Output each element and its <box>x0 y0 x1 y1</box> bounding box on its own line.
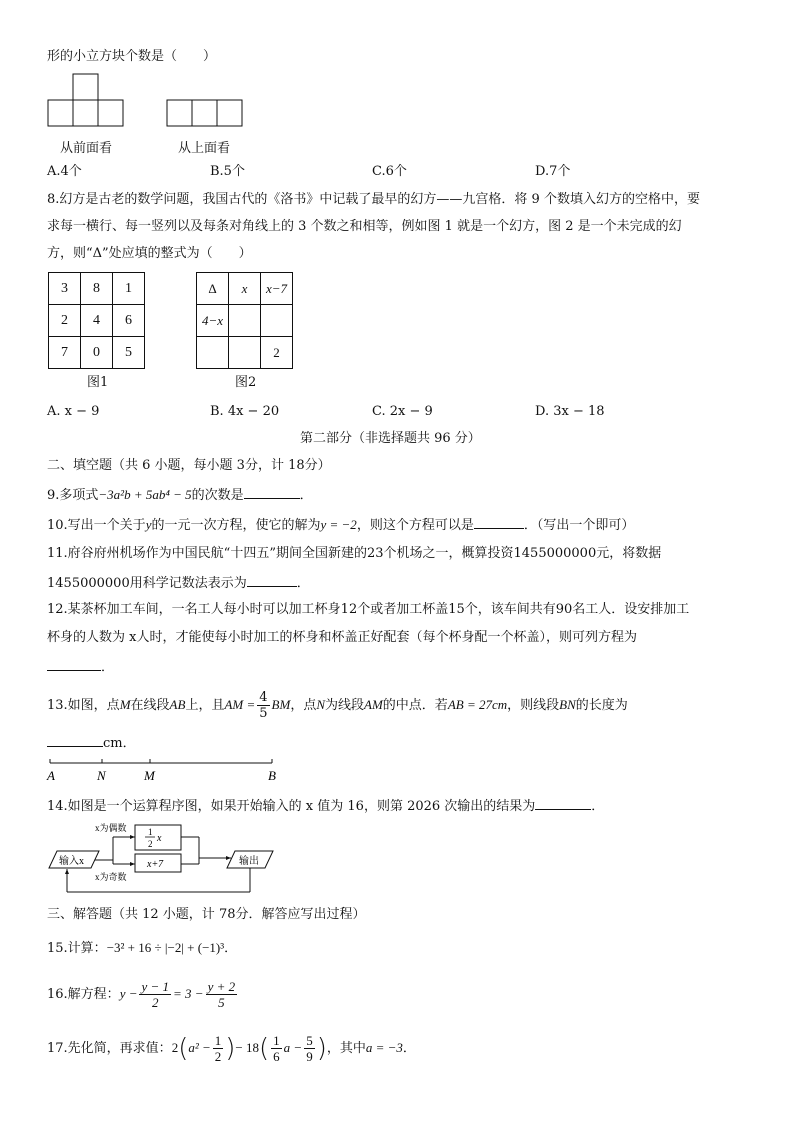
q10-mid: 的一元一次方程，使它的解为 <box>151 518 321 533</box>
q8-line-2: 求每一横行、每一竖列以及每条对角线上的 3 个数之和相等，例如图 1 就是一个幻方，图 2 是一个未完成的幻 <box>47 219 682 234</box>
q8-option-c: C. 2x − 9 <box>372 404 433 419</box>
q17-post: ，其中 <box>326 1041 366 1056</box>
q11-line-2 <box>47 574 310 592</box>
flow-even-label: x为偶数 <box>95 823 127 833</box>
flow-even-den: 2 <box>148 839 153 849</box>
q17-paren-open-1: ( <box>178 1033 189 1064</box>
fig1-cell: 5 <box>113 337 145 369</box>
flowchart-figure <box>45 820 285 898</box>
q17-paren-close-2: ) <box>316 1033 327 1064</box>
q11-line-2-text: 1455000000用科学记数法表示为 <box>47 576 247 591</box>
q14-line <box>47 797 604 815</box>
q13-answer-line <box>47 734 136 752</box>
q12-line-3 <box>47 658 114 676</box>
fig1-cell: 7 <box>49 337 81 369</box>
fig1-cell: 6 <box>113 305 145 337</box>
q10-answer-blank[interactable] <box>474 516 524 529</box>
fig1-cell: 8 <box>81 273 113 305</box>
q16-y: y − <box>119 986 138 1001</box>
q13 <box>47 688 628 723</box>
q17 <box>47 1028 416 1069</box>
q9 <box>47 486 313 504</box>
point-A-label: A <box>47 768 55 783</box>
fig2-cell <box>261 305 293 337</box>
q15-end: ． <box>224 941 238 956</box>
q7-option-a: A.4个 <box>47 164 82 179</box>
q16-frac-2 <box>206 979 238 1010</box>
q13-pre: 13.如图，点 <box>47 698 120 713</box>
q10-pre: 10.写出一个关于 <box>47 518 146 533</box>
fig2-label: 图2 <box>235 375 257 390</box>
section2-heading: 二、填空题（共 6 小题，每小题 3分，计 18分） <box>47 458 331 473</box>
q12-line-2: 杯身的人数为 x人时，才能使每小时加工的杯身和杯盖正好配套（每个杯身配一个杯盖），则可列方程为 <box>47 630 637 645</box>
q8-line-1: 8.幻方是古老的数学问题，我国古代的《洛书》中记载了最早的幻方——九宫格．将 9 个数填入幻方的空格中，要 <box>47 192 700 207</box>
fig1-cell: 2 <box>49 305 81 337</box>
q12-end: ． <box>101 660 115 675</box>
fig1-label: 图1 <box>87 375 109 390</box>
q11-end: ． <box>296 576 310 591</box>
q7-option-b: B.5个 <box>210 164 245 179</box>
q16-frac-1 <box>139 979 171 1010</box>
front-view-label: 从前面看 <box>60 141 113 156</box>
q13-frac-num: 4 <box>259 690 268 705</box>
q7-option-d: D.7个 <box>535 164 571 179</box>
q8-option-d: D. 3x − 18 <box>535 404 605 419</box>
q17-paren-close-1: ) <box>225 1033 236 1064</box>
q13-N: N <box>316 697 325 712</box>
q17-frac-2-den: 6 <box>273 1049 280 1064</box>
q13-t4: 为线段 <box>325 698 365 713</box>
q17-frac-2 <box>271 1033 282 1064</box>
q13-given: AB = 27cm <box>447 697 508 712</box>
q13-t2: 上，且 <box>185 698 225 713</box>
flow-odd-label: x为奇数 <box>95 872 127 882</box>
q17-coef: 2 <box>171 1040 179 1055</box>
fig2-cell-delta: Δ <box>197 273 229 305</box>
q15 <box>47 940 237 957</box>
q17-end: ． <box>402 1041 416 1056</box>
q13-AM: AM <box>364 697 383 712</box>
q11-answer-blank[interactable] <box>247 574 297 587</box>
fig1-cell: 0 <box>81 337 113 369</box>
q17-frac-3-den: 9 <box>306 1049 313 1064</box>
q17-frac-1-num: 1 <box>214 1033 222 1048</box>
q13-end: ． <box>122 736 136 751</box>
q17-mid: − 18 <box>235 1040 260 1055</box>
q13-eq-right: BM <box>271 697 291 712</box>
q12-line-1: 12.某茶杯加工车间，一名工人每小时可以加工杯身12个或者加工杯盖15个，该车间共有90名工人．设安排加工 <box>47 602 690 617</box>
q15-expr: −3² + 16 ÷ |−2| + (−1)³ <box>106 940 225 955</box>
fig2-cell: 4−x <box>197 305 229 337</box>
section3-heading: 三、解答题（共 12 小题，计 78分．解答应写出过程） <box>47 907 366 922</box>
q10-end: ．（写出一个即可） <box>523 518 635 533</box>
q8-option-b: B. 4x − 20 <box>210 404 280 419</box>
q13-M: M <box>119 697 131 712</box>
front-view-figure <box>47 73 127 127</box>
q17-frac-1 <box>213 1033 224 1064</box>
fig2-cell: 2 <box>261 337 293 369</box>
q9-answer-blank[interactable] <box>244 486 300 499</box>
top-view-label: 从上面看 <box>178 141 231 156</box>
fig1-cell: 3 <box>49 273 81 305</box>
fig2-cell <box>197 337 229 369</box>
q14-text: 14.如图是一个运算程序图，如果开始输入的 x 值为 16，则第 2026 次输出的结果为 <box>47 799 536 814</box>
q11-line-1: 11.府谷府州机场作为中国民航“十四五”期间全国新建的23个机场之一，概算投资1455000000元，将数据 <box>47 546 662 561</box>
fig2-cell <box>229 337 261 369</box>
q17-frac-3-num: 5 <box>306 1033 313 1048</box>
flow-odd-op: x+7 <box>147 859 164 870</box>
q13-unit: cm <box>103 736 123 751</box>
q7-text: 形的小立方块个数是（ ） <box>47 49 217 64</box>
q13-fraction <box>257 690 269 721</box>
q15-pre: 15.计算： <box>47 941 107 956</box>
q10-solution: y = −2 <box>320 517 357 532</box>
q12-answer-blank[interactable] <box>47 658 101 671</box>
fig2-cell <box>229 305 261 337</box>
q17-frac-2-num: 1 <box>273 1033 280 1048</box>
q17-condition: a = −3 <box>365 1040 403 1055</box>
point-M-label: M <box>144 768 155 783</box>
q13-AB: AB <box>169 697 186 712</box>
q16-frac-2-num: y + 2 <box>207 979 236 994</box>
part2-title: 第二部分（非选择题共 96 分） <box>300 431 481 446</box>
q9-post: 的次数是 <box>191 488 244 503</box>
q16 <box>47 975 239 1014</box>
q10-post: ，则这个方程可以是 <box>356 518 474 533</box>
q13-t3: ，点 <box>290 698 317 713</box>
fig1-cell: 1 <box>113 273 145 305</box>
q17-paren-open-2: ( <box>259 1033 270 1064</box>
q8-option-a: A. x − 9 <box>47 404 100 419</box>
flow-even-var: x <box>157 833 162 844</box>
point-B-label: B <box>268 768 276 783</box>
q17-frac-3 <box>304 1033 315 1064</box>
q13-answer-blank[interactable] <box>47 734 103 747</box>
q17-frac-1-den: 2 <box>214 1049 222 1064</box>
q14-answer-blank[interactable] <box>535 797 591 810</box>
top-view-figure <box>166 99 246 127</box>
q13-t7: 的长度为 <box>575 698 628 713</box>
q16-mid: = 3 − <box>173 986 204 1001</box>
q17-a: a − <box>283 1040 303 1055</box>
magic-square-figure-2 <box>196 272 293 369</box>
q9-pre: 9.多项式 <box>47 488 99 503</box>
q16-pre: 16.解方程： <box>47 987 120 1002</box>
q9-expr: −3a²b + 5ab⁴ − 5 <box>98 487 192 502</box>
q16-frac-2-den: 5 <box>218 995 225 1010</box>
q8-line-3: 方，则“Δ”处应填的整式为（ ） <box>47 246 252 261</box>
q17-pre: 17.先化简，再求值： <box>47 1041 172 1056</box>
magic-square-figure-1 <box>48 272 145 369</box>
fig2-cell: x−7 <box>261 273 293 305</box>
q13-t6: ，则线段 <box>507 698 560 713</box>
q13-t5: 的中点．若 <box>382 698 448 713</box>
fig2-cell: x <box>229 273 261 305</box>
flow-input-label: 输入x <box>59 856 84 867</box>
segment-figure <box>44 756 284 786</box>
flow-output-label: 输出 <box>239 856 259 867</box>
q13-eq-left: AM = <box>224 697 256 712</box>
q7-option-c: C.6个 <box>372 164 407 179</box>
fig1-cell: 4 <box>81 305 113 337</box>
q17-a2: a² − <box>188 1040 211 1055</box>
flow-even-num: 1 <box>148 827 153 837</box>
q10-var: y <box>145 517 152 532</box>
q16-frac-1-den: 2 <box>152 995 159 1010</box>
q13-BN: BN <box>559 697 576 712</box>
q16-frac-1-num: y − 1 <box>141 979 170 994</box>
q9-end: ． <box>299 488 313 503</box>
point-N-label: N <box>97 768 106 783</box>
q13-t1: 在线段 <box>130 698 170 713</box>
q13-frac-den: 5 <box>259 706 268 721</box>
q14-end: ． <box>591 799 605 814</box>
q10 <box>47 516 634 534</box>
